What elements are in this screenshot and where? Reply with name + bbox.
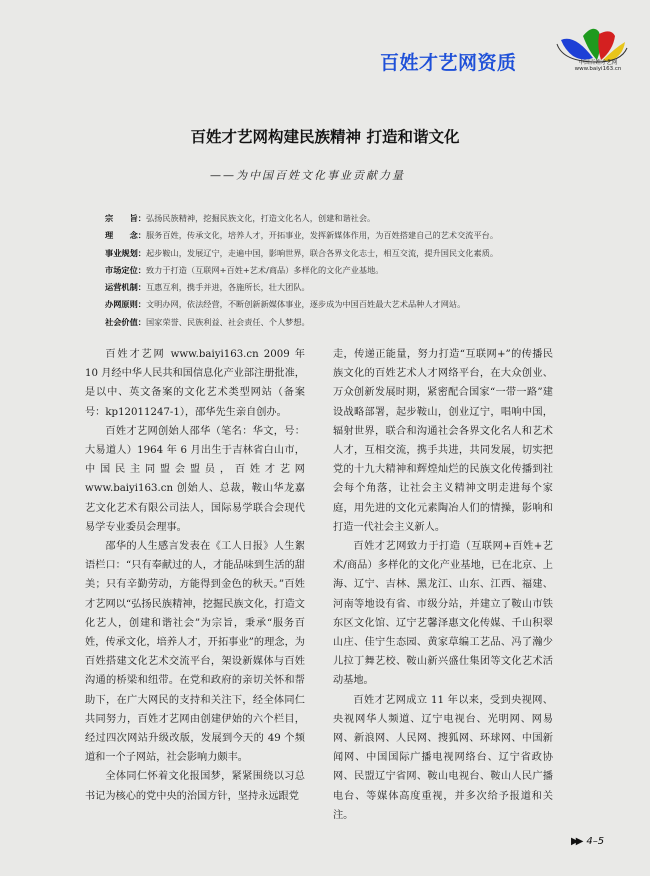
body-paragraph: 走，传递正能量，努力打造“互联网+”的传播民族文化的百姓艺术人才网络平台，在大众创业、万众创新发展时期，紧密配合国家“一带一路”建设战略部署，起步鞍山，创业辽宁，唱响中国，辐射世界，联合和沟通社会各界文化名人和艺术人才，互相交流，携手共进，共同发展，切实把党的十九大精神和辉煌灿烂的民族文化传播到社会每个角落，让社会主义精神文明走进每个家庭，用先进的文化元素陶冶人们的情操，影响和打造一代社会主义新人。 (333, 349, 553, 533)
article-subtitle: ——为中国百姓文化事业贡献力量 (210, 169, 405, 182)
body-paragraph: 百姓才艺网成立 11 年以来，受到央视网、央视网华人频道、辽宁电视台、光明网、网易网、新浪网、人民网、搜狐网、环球网、中国新闻网、中国国际广播电视网络台、辽宁省政协网、民盟辽宁省网、鞍山电视台、鞍山人民广播电台、等媒体高度重视，并多次给予报道和关注。 (333, 694, 553, 821)
info-label: 理 念： (105, 230, 146, 241)
info-block (105, 210, 575, 331)
info-row (105, 262, 575, 279)
info-value: 起步鞍山，发展辽宁，走遍中国，影响世界，联合各界文化志士，相互交流，提升国民文化素质。 (145, 247, 499, 258)
info-row (105, 314, 575, 331)
info-value: 文明办网，依法经营，不断创新新媒体事业，逐步成为中国百姓最大艺术品种人才网站。 (145, 299, 466, 310)
info-row (105, 210, 575, 227)
logo-caption-cn: 中国百姓才艺网 (578, 60, 618, 66)
info-row (105, 245, 575, 262)
info-label: 市场定位： (105, 264, 146, 275)
info-value: 国家荣誉、民族利益、社会责任、个人梦想。 (145, 316, 310, 327)
section-title: 百姓才艺网资质 (380, 52, 517, 74)
body-paragraph: 百姓才艺网创始人邵华（笔名：华文，号：大易道人）1964 年 6 月出生于吉林省白山市，中国民主同盟会盟员，百姓才艺网 www.baiyi163.cn 创始人、总裁，鞍山华龙嘉艺文化艺术有限公司法人，国际易学联合会现代易学专业委员会理事。 (85, 425, 305, 533)
logo-caption-url: www.baiyi163.cn (574, 66, 622, 72)
info-label: 办网原则： (105, 299, 146, 310)
page-number: 4–5 (586, 836, 605, 847)
body-paragraph: 全体同仁怀着文化报国梦，紧紧围绕以习总书记为核心的党中央的治国方针，坚持永远跟党 (85, 771, 305, 802)
info-label: 社会价值： (105, 316, 146, 327)
info-row (105, 296, 575, 313)
body-paragraph: 百姓才艺网 www.baiyi163.cn 2009 年 10 月经中华人民共和国信息化产业部注册批准，是以中、英文备案的文化艺术类型网站（备案号：kp12011247-1），邵华先生亲自创办。 (85, 349, 305, 418)
article-title: 百姓才艺网构建民族精神 打造和谐文化 (190, 128, 460, 146)
body-paragraph: 邵华的人生感言发表在《工人日报》人生絮语栏口：“只有奉献过的人，才能品味到生活的甜美；只有辛勤劳动，方能得到金色的秋天。”百姓才艺网以“弘扬民族精神，挖掘民族文化，打造文化艺人，创建和谐社会”为宗旨，秉承“服务百姓，传承文化，培养人才，开拓事业”的理念，为百姓搭建文化艺术交流平台，架设新媒体与百姓沟通的桥梁和纽带。在党和政府的亲切关怀和帮助下，在广大网民的支持和关注下，经全体同仁共同努力，百姓才艺网由创建伊始的六个栏目，经过四次网站升级改版，发展到今天的 49 个频道和一个子网站，社会影响力颇丰。 (85, 541, 305, 764)
lotus-logo-icon (553, 22, 643, 82)
body-paragraph: 百姓才艺网致力于打造（互联网+百姓+艺术/商品）多样化的文化产业基地，已在北京、上海、辽宁、吉林、黑龙江、山东、江西、福建、河南等地设有省、市级分站，并建立了鞍山市铁东区文化馆、辽宁艺馨泽惠文化传媒、千山积翠山庄、佳宁生态园、黄家草编工艺品、冯了瀚少儿拉丁舞艺校、鞍山新兴盛仕集团等文化艺术活动基地。 (333, 541, 553, 687)
info-label: 事业规划： (105, 247, 146, 258)
info-row (105, 279, 575, 296)
page-footer (571, 836, 604, 847)
double-arrow-right-icon: ▶▶ (571, 836, 581, 847)
info-value: 服务百姓，传承文化，培养人才，开拓事业，发挥新媒体作用，为百姓搭建自己的艺术交流平台。 (145, 230, 499, 241)
info-label: 宗 旨： (105, 213, 146, 223)
body-column-left (85, 345, 305, 806)
info-value: 致力于打造（互联网+百姓+艺术/商品）多样化的文化产业基地。 (145, 264, 384, 275)
logo-caption (553, 60, 643, 72)
info-label: 运营机制： (105, 282, 146, 293)
info-value: 互惠互利，携手并进，各施所长，壮大团队。 (145, 282, 310, 293)
info-value: 弘扬民族精神，挖掘民族文化，打造文化名人，创建和谐社会。 (145, 213, 376, 223)
body-column-right (333, 345, 553, 825)
info-row (105, 227, 575, 244)
